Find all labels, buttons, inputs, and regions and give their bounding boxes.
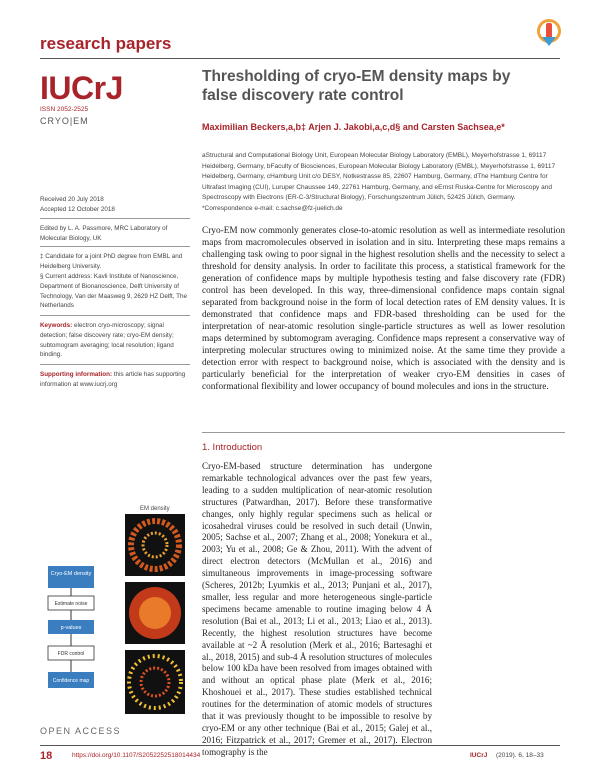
figure-label: EM density xyxy=(140,506,170,512)
journal-subtitle: CRYO|EM xyxy=(40,116,89,126)
top-rule xyxy=(40,58,560,59)
received-date: Received 20 July 2018 xyxy=(40,196,104,203)
introduction-text: Cryo-EM-based structure determination has undergone remarkable technological advances over the past few years, leading to a sudden multiplication of near-atomic resolution structures (Patwardhan, 2017). Before these transformative changes, only highly regular specimens such as helical or icosahedral viruses could be resolved in such detail (Unwin, 2005; Sachse et al., 2007; Zhang et al., 2008; Yonekura et al., 2003; Yu et al., 2008; Ge & Zhou, 2011). With the advent of direct electron detectors (McMullan et al., 2016) and simultaneous improvements in image-processing software (Scheres, 2012b; Lyumkis et al., 2013; Punjani et al., 2017), smaller, less regular and more heterogeneous single-particle specimens became amenable to routine imaging below 4 Å resolution (Bai et al., 2013; Li et al., 2013; Liao et al., 2013). Recently, the highest resolution structures have become available at ~2 Å resolution (Merk et al., 2016; Bartesaghi et al., 2018, 2015) and sub-4 Å resolution structures of molecules below 100 kDa have been resolved from images obtained with and without an optical phase plate (Merk et al., 2016; Khoshouei et al., 2017). These studies established technical routines for the determination of atomic models of structures that it was previously thought to be impossible to resolve by cryo-EM or any other technique (Bai et al., 2015; Galej et al., 2016; Fitzpatrick et al., 2017; Gremer et al., 2017). Electron tomography is the xyxy=(202,461,432,757)
footnote-address: § Current address: Kavli Institute of Nanoscience, Department of Bionanoscience, Delft University of Technology, Van der Maasweg 9, 2629 HZ Delft, The Netherlands xyxy=(40,273,188,310)
flow-label-density: Cryo-EM density xyxy=(50,571,92,577)
accepted-date: Accepted 12 October 2018 xyxy=(40,206,115,213)
footer-journal: IUCrJ xyxy=(470,752,488,759)
supporting-label: Supporting information: xyxy=(40,371,113,378)
keywords-label: Keywords: xyxy=(40,322,73,329)
flow-label-confidence: Confidence map xyxy=(52,678,90,684)
open-access-logo[interactable]: OPEN ACCESS xyxy=(40,726,122,736)
side-divider xyxy=(40,315,190,316)
section-tag: research papers xyxy=(40,34,172,53)
side-divider xyxy=(40,246,190,247)
side-divider xyxy=(40,218,190,219)
journal-logo: IUCrJ xyxy=(40,70,123,106)
density-blob xyxy=(139,597,171,629)
density-panel-3 xyxy=(125,650,185,714)
keywords-text: electron cryo-microscopy; signal detection; false discovery rate; cryo-EM density; subtomogram averaging; local resolution; ligand binding. xyxy=(40,322,174,359)
footer-citation: (2019). 6, 18–33 xyxy=(496,752,544,759)
side-divider xyxy=(40,364,190,365)
flow-label-fdr: FDR control xyxy=(57,651,85,657)
keywords xyxy=(40,321,190,360)
flow-box-density xyxy=(48,566,94,588)
issn: ISSN 2052-2525 xyxy=(40,106,89,113)
author-list: Maximilian Beckers,a,b‡ Arjen J. Jakobi,a,c,d§ and Carsten Sachsea,e* xyxy=(202,122,505,132)
section-heading: 1. Introduction xyxy=(202,442,263,453)
crossmark-icon[interactable] xyxy=(536,18,562,48)
doi-link[interactable]: https://doi.org/10.1107/S2052252518014434 xyxy=(72,752,201,759)
footnote-candidate: ‡ Candidate for a joint PhD degree from EMBL and Heidelberg University. xyxy=(40,253,183,270)
page-number: 18 xyxy=(40,750,53,762)
edited-by: Edited by L. A. Passmore, MRC Laboratory of Molecular Biology, UK xyxy=(40,225,168,242)
abstract: Cryo-EM now commonly generates close-to-atomic resolution as well as intermediate resolution maps from macromolecules observed in isolation and in situ. Interpreting these maps remains a challenging task owing to poor signal in the highest resolution shells and the necessity to select a threshold for density analysis. In order to facilitate this process, a statistical framework for the generation of confidence maps by multiple hypothesis testing and false discovery rate (FDR) control has been developed. In this way, three-dimensional confidence maps contain signal separated from background noise in the form of local detection rates of EM density values. It is demonstrated that confidence maps and FDR-based thresholding can be used for the interpretation of near-atomic resolution single-particle structures as well as lower resolution maps determined by subtomogram averaging. Confidence maps represent a conservative way of interpreting molecular structures owing to minimized noise. At the same time they provide a detection error with respect to background noise, which is associated with the density and is particularly beneficial for the interpretation of weaker cryo-EM densities in cases of conformational flexibility and lower occupancy of bound molecules and ions in the structure. xyxy=(202,226,565,392)
supporting-link[interactable]: this article has supporting information at www.iucrj.org xyxy=(40,371,186,388)
supporting-information xyxy=(40,370,190,390)
article-title: Thresholding of cryo-EM density maps by false discovery rate control xyxy=(202,68,511,104)
affiliations: aStructural and Computational Biology Unit, European Molecular Biology Laboratory (EMBL), Meyerhofstrasse 1, 69117 Heidelberg, Germany, bFaculty of Biosciences, European Molecular Biology Laboratory (EMBL), Meyerhofstrasse 1, 69117 Heidelberg, Germany, cHamburg Unit c/o DESY, Notkestrasse 85, 22607 Hamburg, Germany, dThe Hamburg Centre for Ultrafast Imaging (CUI), Luruper Chaussee 149, 22761 Hamburg, Germany, and eErnst Ruska-Centre for Microscopy and Spectroscopy with Electrons (ER-C-3/Structural Biology), Forschungszentrum Jülich, 52425 Jülich, Germany. *Correspondence e-mail: c.sachse@fz-juelich.de xyxy=(202,152,556,212)
flow-label-noise: Estimate noise xyxy=(54,601,88,607)
abstract-divider xyxy=(202,432,565,433)
graphical-abstract xyxy=(40,500,192,730)
flow-label-pvalues: p-values xyxy=(60,625,82,631)
bottom-rule xyxy=(40,745,560,746)
